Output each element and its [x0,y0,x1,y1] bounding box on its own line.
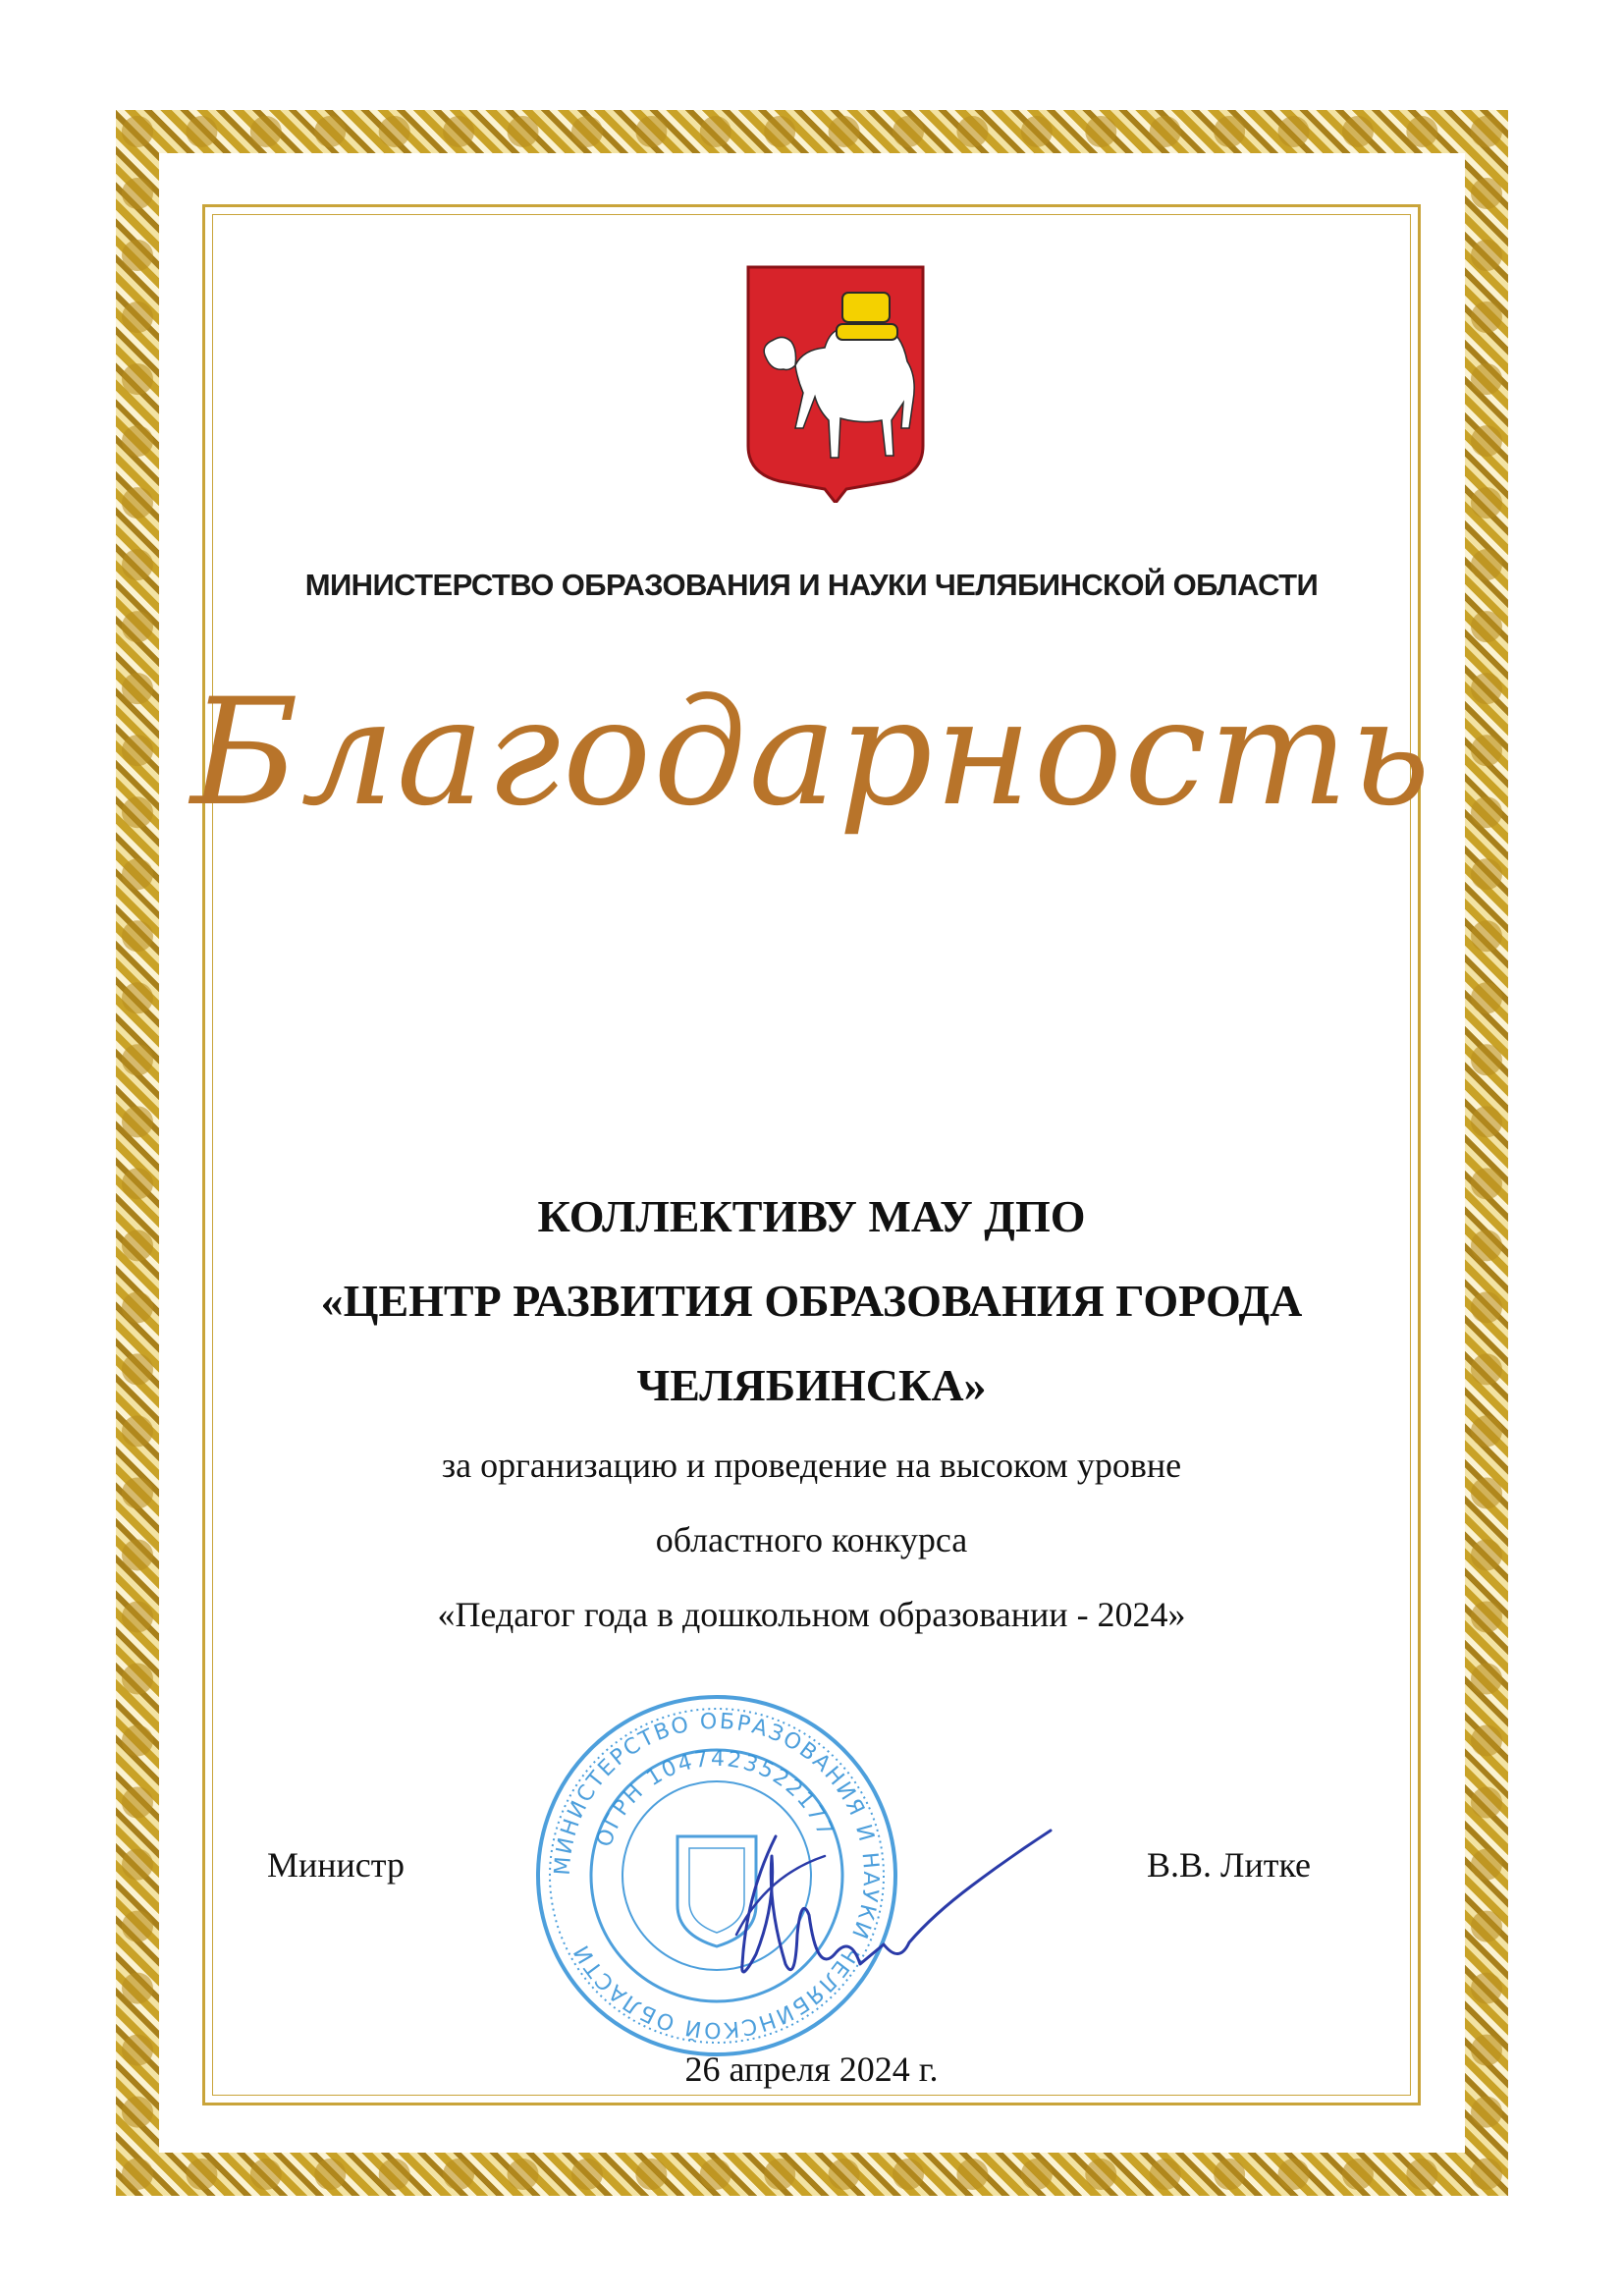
reason-line-2: областного конкурса [655,1520,968,1559]
reason-block [255,1428,1368,1652]
signature-icon [707,1817,1060,1994]
stamp-text: МИНИСТЕРСТВО ОБРАЗОВАНИЯ И НАУКИ ЧЕЛЯБИНСКОЙ ОБЛАСТИ [550,1709,884,2043]
issue-date: 26 апреля 2024 г. [684,2050,939,2089]
ministry-name: МИНИСТЕРСТВО ОБРАЗОВАНИЯ И НАУКИ ЧЕЛЯБИНСКОЙ ОБЛАСТИ [304,568,1319,602]
reason-line-3: «Педагог года в дошкольном образовании - 2024» [437,1595,1186,1634]
recipient-block [255,1175,1368,1428]
stamp-ogrn: ОГРН 1047423522177 [592,1746,839,1851]
coat-of-arms-icon [744,263,927,503]
signer-name: В.В. Литке [1147,1845,1312,1885]
certificate-title: Благодарность [190,668,1433,839]
recipient-line-3: ЧЕЛЯБИНСКА» [636,1360,987,1410]
recipient-line-1: КОЛЛЕКТИВУ МАУ ДПО [537,1191,1086,1241]
signer-role: Министр [267,1845,405,1885]
reason-line-1: за организацию и проведение на высоком уровне [441,1446,1182,1485]
recipient-line-2: «ЦЕНТР РАЗВИТИЯ ОБРАЗОВАНИЯ ГОРОДА [320,1276,1303,1326]
